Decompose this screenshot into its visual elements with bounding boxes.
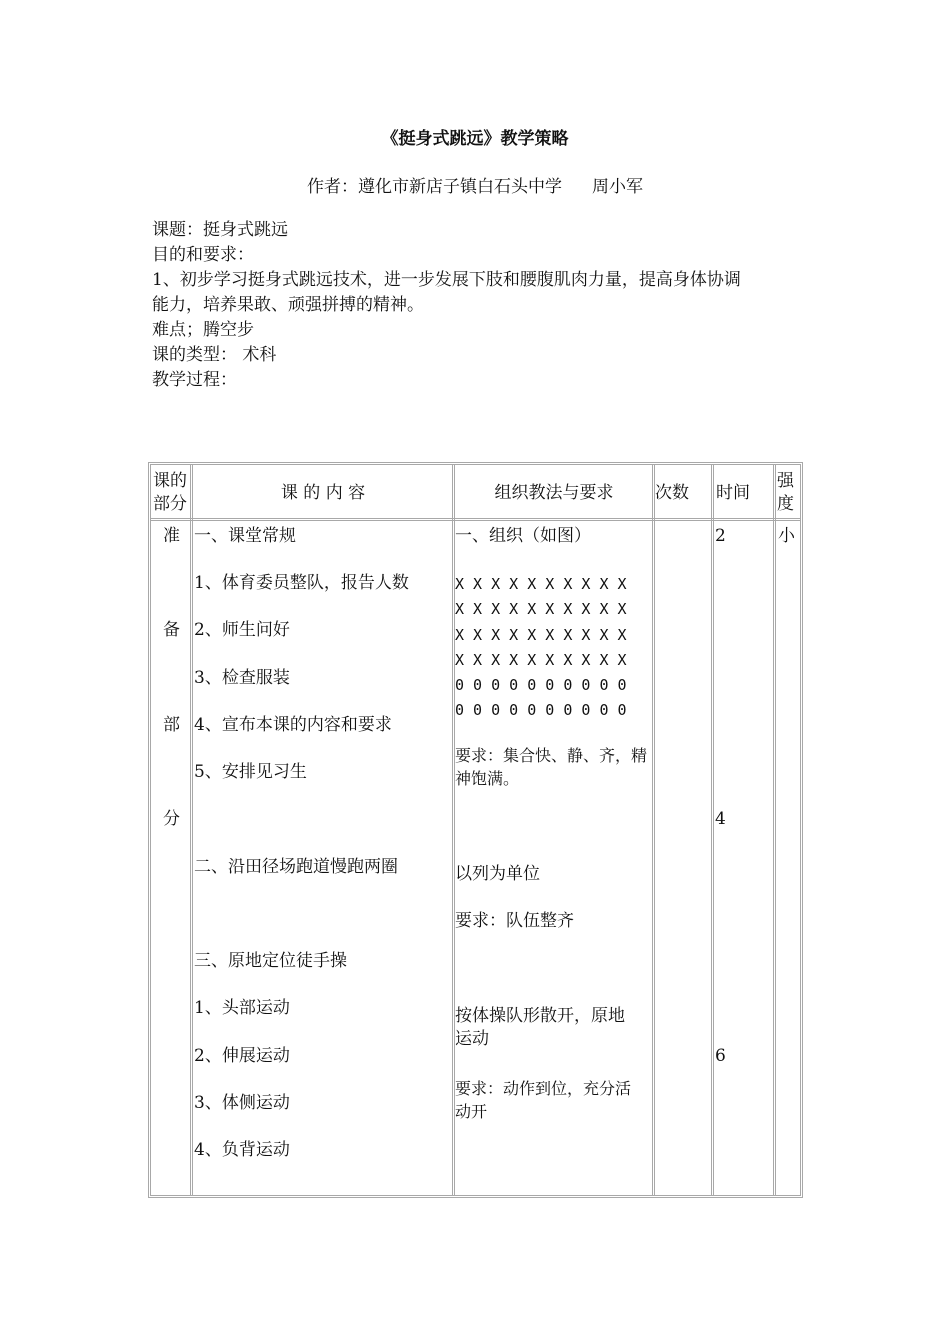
content-item: 4、负背运动 [194, 1140, 290, 1160]
header-time: 时间 [716, 483, 750, 503]
section-char: 准 [163, 526, 180, 546]
header-divider [151, 518, 800, 521]
header-intensity: 强 度 [777, 471, 794, 514]
content-item: 二、沿田径场跑道慢跑两圈 [194, 857, 398, 877]
content-item: 4、宣布本课的内容和要求 [194, 715, 392, 735]
time-value: 2 [715, 526, 726, 546]
method-requirement: 要求：动作到位，充分活 动开 [455, 1079, 632, 1121]
lesson-table [148, 462, 803, 1198]
content-item: 5、安排见习生 [194, 762, 307, 782]
time-value: 4 [715, 809, 726, 829]
goal-line-1: 1、初步学习挺身式跳远技术，进一步发展下肢和腰腹肌肉力量，提高身体协调 [152, 270, 741, 290]
goal-label: 目的和要求： [152, 245, 254, 265]
topic-line: 课题：挺身式跳远 [152, 220, 288, 240]
formation-diagram [455, 572, 627, 724]
col-divider [711, 465, 714, 1195]
content-item: 3、体侧运动 [194, 1093, 290, 1113]
method-requirement: 要求：集合快、静、齐，精 神饱满。 [455, 746, 648, 788]
process-line: 教学过程： [152, 370, 237, 390]
section-char: 备 [163, 620, 180, 640]
goal-line-2: 能力，培养果敢、顽强拼搏的精神。 [152, 295, 424, 315]
section-char: 分 [163, 809, 180, 829]
method-requirement: 要求：队伍整齐 [455, 911, 574, 931]
header-method: 组织教法与要求 [494, 483, 614, 503]
section-char: 部 [163, 715, 180, 735]
col-divider [190, 465, 193, 1195]
lesson-type-line: 课的类型： 术科 [152, 345, 277, 365]
time-value: 6 [715, 1046, 726, 1066]
header-content: 课 的 内 容 [280, 483, 366, 503]
content-item: 三、原地定位徒手操 [194, 951, 347, 971]
content-item: 2、师生问好 [194, 620, 290, 640]
formation-row: 0 0 0 0 0 0 0 0 0 0 [455, 701, 627, 720]
formation-row: X X X X X X X X X X [455, 650, 627, 669]
content-item: 一、课堂常规 [194, 526, 296, 546]
header-part: 课的 部分 [153, 471, 187, 514]
difficulty-line: 难点；腾空步 [152, 320, 254, 340]
method-org: 一、组织（如图） [455, 526, 591, 546]
author-name: 周小军 [592, 177, 643, 197]
content-item: 1、体育委员整队，报告人数 [194, 573, 409, 593]
doc-title: 《挺身式跳远》教学策略 [381, 129, 569, 149]
content-item: 1、头部运动 [194, 998, 290, 1018]
author-label: 作者：遵化市新店子镇白石头中学 [307, 177, 562, 197]
method-by-column: 以列为单位 [455, 864, 540, 884]
formation-row: X X X X X X X X X X [455, 575, 627, 593]
content-item: 2、伸展运动 [194, 1046, 290, 1066]
intensity-value: 小 [778, 526, 795, 546]
col-divider [773, 465, 776, 1195]
formation-row: X X X X X X X X X X [455, 625, 627, 644]
method-spread: 按体操队形散开，原地 运动 [455, 1006, 625, 1049]
author-line [0, 172, 950, 197]
formation-row: X X X X X X X X X X [455, 600, 627, 619]
intro-block [152, 218, 807, 393]
header-count: 次数 [655, 483, 689, 503]
formation-row: 0 0 0 0 0 0 0 0 0 0 [455, 676, 627, 695]
content-item: 3、检查服装 [194, 668, 290, 688]
